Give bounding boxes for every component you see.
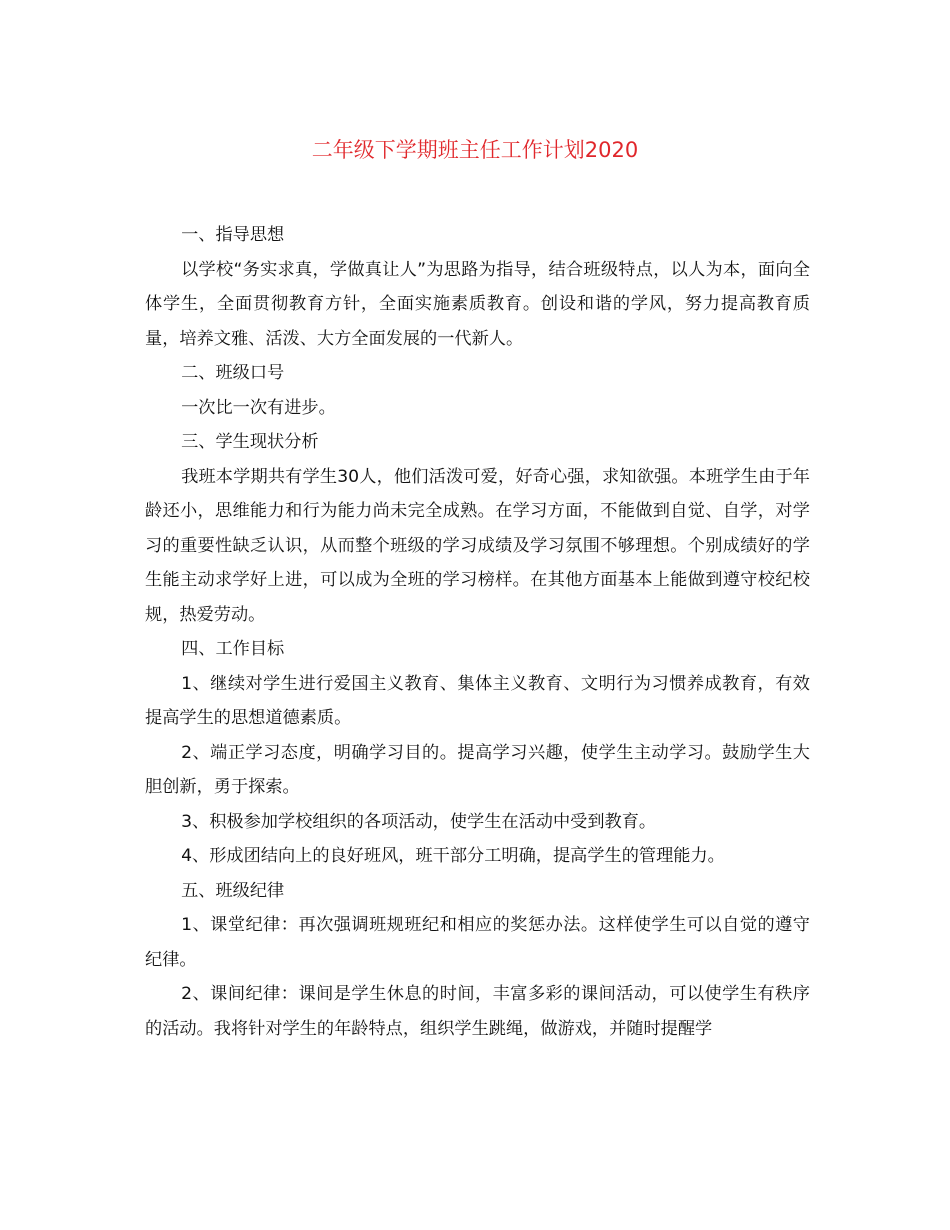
section-heading-class-discipline: 五、班级纪律	[181, 880, 285, 901]
list-item-goal-4: 4、形成团结向上的良好班风，班干部分工明确，提高学生的管理能力。	[181, 846, 725, 866]
document-body	[145, 218, 810, 1046]
paragraph-guiding-thought: 以学校“务实求真，学做真让人”为思路为指导，结合班级特点，以人为本，面向全体学生，全面贯彻教育方针，全面实施素质教育。创设和谐的学风，努力提高教育质量，培养文雅、活泼、大方全面发展的一代新人。	[145, 259, 810, 349]
paragraph-class-slogan: 一次比一次有进步。	[181, 397, 336, 418]
paragraph-student-analysis: 我班本学期共有学生30人，他们活泼可爱，好奇心强，求知欲强。本班学生由于年龄还小，思维能力和行为能力尚未完全成熟。在学习方面，不能做到自觉、自学，对学习的重要性缺乏认识，从而整个班级的学习成绩及学习氛围不够理想。个别成绩好的学生能主动求学好上进，可以成为全班的学习榜样。在其他方面基本上能做到遵守校纪校规，热爱劳动。	[145, 466, 810, 625]
document-title: 二年级下学期班主任工作计划2020	[311, 138, 639, 162]
list-item-discipline-2: 2、课间纪律：课间是学生休息的时间，丰富多彩的课间活动，可以使学生有秩序的活动。我将针对学生的年龄特点，组织学生跳绳，做游戏，并随时提醒学	[145, 984, 810, 1039]
section-heading-work-goals: 四、工作目标	[181, 639, 285, 659]
list-item-goal-1: 1、继续对学生进行爱国主义教育、集体主义教育、文明行为习惯养成教育，有效提高学生的思想道德素质。	[145, 673, 810, 728]
list-item-goal-2: 2、端正学习态度，明确学习目的。提高学习兴趣，使学生主动学习。鼓励学生大胆创新，勇于探索。	[145, 742, 810, 797]
list-item-goal-3: 3、积极参加学校组织的各项活动，使学生在活动中受到教育。	[181, 811, 657, 832]
section-heading-class-slogan: 二、班级口号	[181, 363, 285, 383]
list-item-discipline-1: 1、课堂纪律：再次强调班规班纪和相应的奖惩办法。这样使学生可以自觉的遵守纪律。	[145, 915, 810, 970]
section-heading-student-analysis: 三、学生现状分析	[181, 432, 319, 452]
section-heading-guiding-thought: 一、指导思想	[181, 225, 285, 245]
